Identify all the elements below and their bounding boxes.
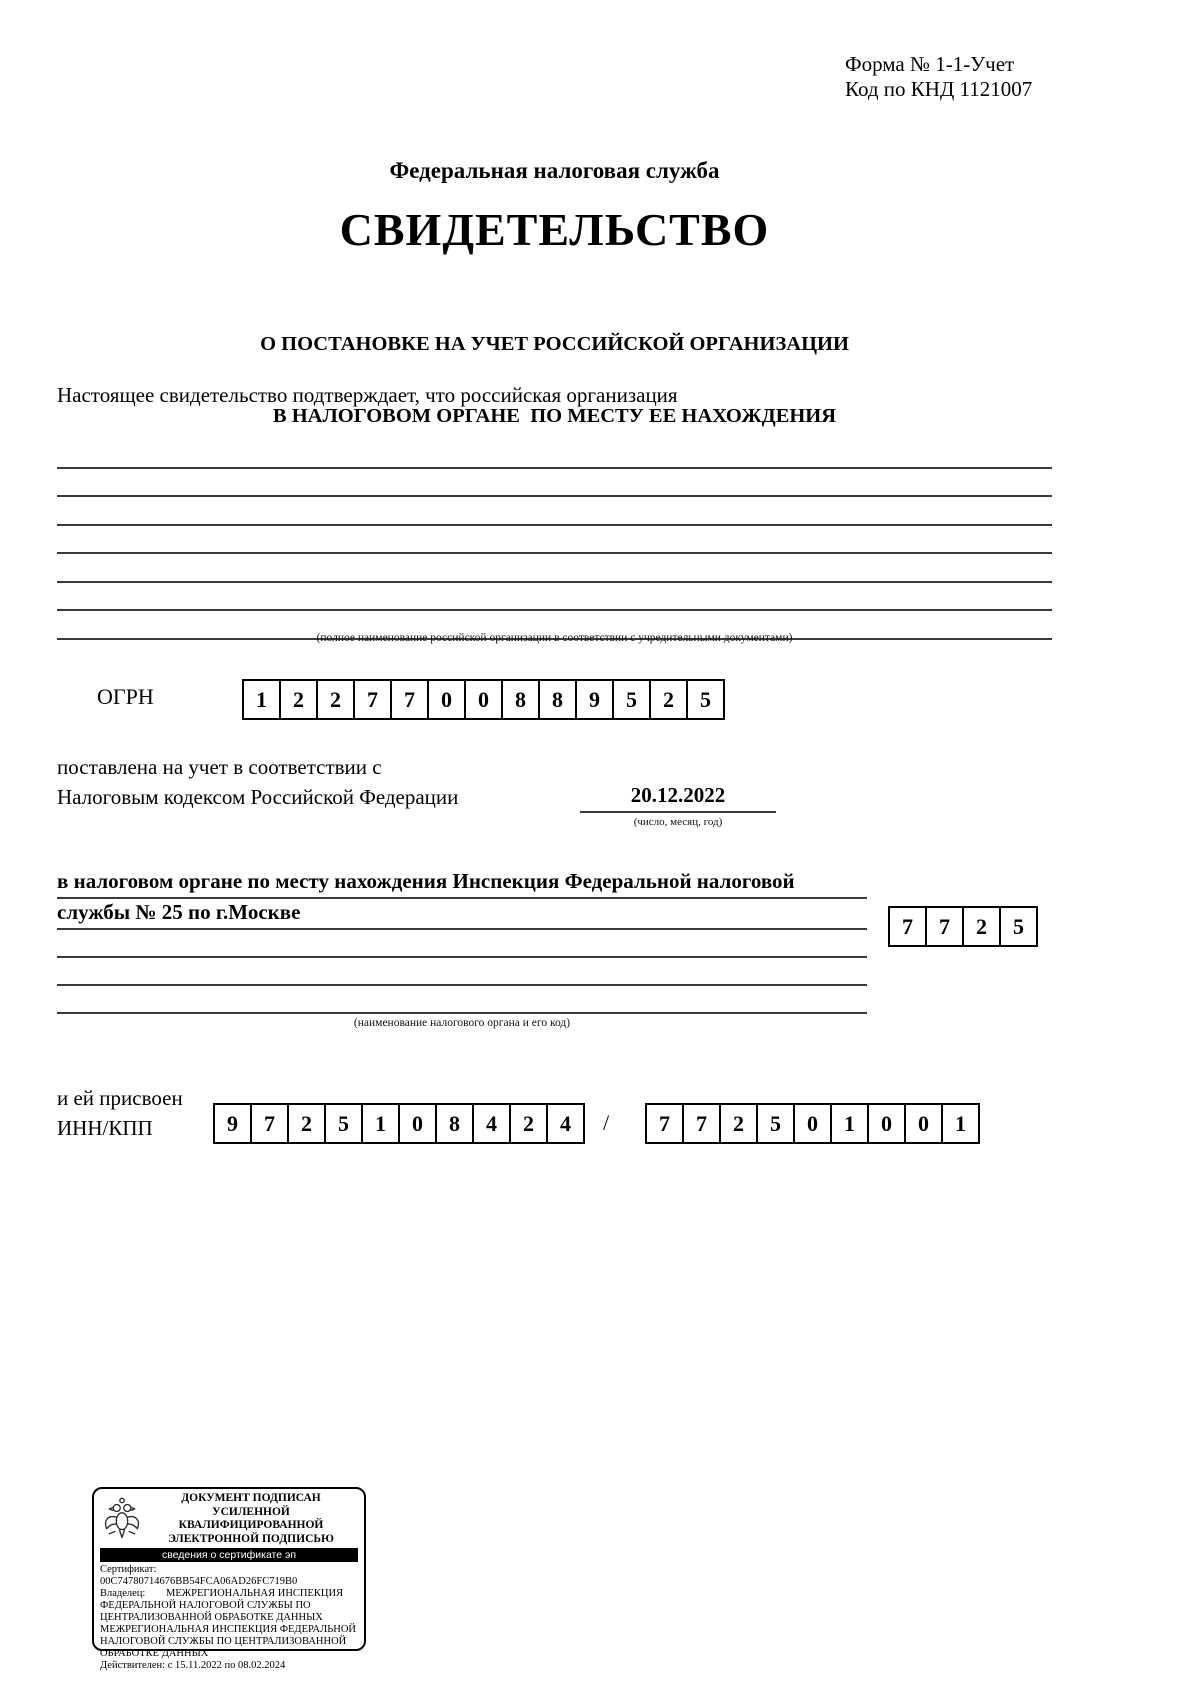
tax-office-line-1: в налоговом органе по месту нахождения Инспекция Федеральной налоговой xyxy=(57,868,867,899)
digit-cell: 1 xyxy=(244,681,281,718)
digit-cell: 5 xyxy=(326,1105,363,1142)
tax-office-code-boxes xyxy=(888,906,1038,947)
subtitle-line-2: В НАЛОГОВОМ ОРГАНЕ ПО МЕСТУ ЕЕ НАХОЖДЕНИЯ xyxy=(272,405,837,427)
digit-cell: 0 xyxy=(400,1105,437,1142)
digit-cell: 7 xyxy=(355,681,392,718)
owner-line: ЦЕНТРАЛИЗОВАННОЙ ОБРАБОТКЕ ДАННЫХ xyxy=(100,1612,323,1623)
digit-cell: 0 xyxy=(869,1105,906,1142)
validity-value: с 15.11.2022 по 08.02.2024 xyxy=(167,1660,286,1671)
digit-cell: 9 xyxy=(215,1105,252,1142)
validity-row xyxy=(100,1660,358,1672)
digit-cell: 2 xyxy=(511,1105,548,1142)
certificate-label: Сертификат: xyxy=(100,1564,157,1575)
stamp-title xyxy=(144,1492,358,1546)
registration-date-block xyxy=(580,782,776,828)
digit-cell: 7 xyxy=(890,908,927,945)
digit-cell: 8 xyxy=(437,1105,474,1142)
digit-cell: 5 xyxy=(758,1105,795,1142)
subtitle-line-1: О ПОСТАНОВКЕ НА УЧЕТ РОССИЙСКОЙ ОРГАНИЗАЦИИ xyxy=(260,333,849,355)
digit-cell: 2 xyxy=(964,908,1001,945)
stamp-header xyxy=(100,1492,358,1546)
tax-office-line-2: службы № 25 по г.Москве xyxy=(57,899,867,930)
inn-kpp-label xyxy=(57,1083,183,1143)
digit-cell: 1 xyxy=(955,1110,966,1136)
stamp-certificate-bar: сведения о сертификате эп xyxy=(100,1548,358,1562)
ogrn-label: ОГРН xyxy=(97,684,154,709)
tax-office-caption: (наименование налогового органа и его код) xyxy=(353,1017,571,1029)
double-headed-eagle-icon xyxy=(100,1496,144,1542)
digit-cell: 4 xyxy=(474,1105,511,1142)
validity-label: Действителен: xyxy=(100,1660,166,1671)
digit-cell: 9 xyxy=(577,681,614,718)
digit-cell: 5 xyxy=(1013,913,1024,939)
blank-line xyxy=(57,930,867,958)
digit-cell: 7 xyxy=(252,1105,289,1142)
owner-value: МЕЖРЕГИОНАЛЬНАЯ ИНСПЕКЦИЯ xyxy=(166,1588,344,1599)
digit-cell: 2 xyxy=(721,1105,758,1142)
digit-cell: 4 xyxy=(560,1110,571,1136)
digital-signature-stamp xyxy=(92,1487,366,1671)
digit-cell: 2 xyxy=(318,681,355,718)
digit-cell: 0 xyxy=(795,1105,832,1142)
knd-code: Код по КНД 1121007 xyxy=(845,77,1033,101)
blank-line xyxy=(57,440,1052,469)
digit-cell: 2 xyxy=(289,1105,326,1142)
inn-digit-boxes xyxy=(213,1103,585,1144)
digit-cell: 7 xyxy=(684,1105,721,1142)
owner-label: Владелец: xyxy=(100,1588,146,1599)
owner-line: ФЕДЕРАЛЬНОЙ НАЛОГОВОЙ СЛУЖБЫ ПО xyxy=(100,1600,311,1611)
digit-cell: 0 xyxy=(466,681,503,718)
stamp-title-line-2: УСИЛЕННОЙ КВАЛИФИЦИРОВАННОЙ xyxy=(178,1505,324,1531)
blank-line xyxy=(57,554,1052,583)
tax-office-field xyxy=(57,868,867,1014)
kpp-digit-boxes xyxy=(645,1103,980,1144)
blank-line xyxy=(57,986,867,1014)
digit-cell: 8 xyxy=(503,681,540,718)
blank-line xyxy=(57,583,1052,612)
registration-statement xyxy=(57,752,458,812)
digit-cell: 0 xyxy=(429,681,466,718)
digit-cell: 5 xyxy=(614,681,651,718)
digit-cell: 7 xyxy=(392,681,429,718)
certificate-row xyxy=(100,1564,358,1588)
certificate-value: 00C74780714676BB54FCA06AD26FC719B0 xyxy=(100,1576,298,1587)
owner-row xyxy=(100,1588,358,1600)
owner-line: НАЛОГОВОЙ СЛУЖБЫ ПО ЦЕНТРАЛИЗОВАННОЙ xyxy=(100,1636,347,1647)
form-meta xyxy=(845,52,1032,102)
owner-line: ОБРАБОТКЕ ДАННЫХ xyxy=(100,1648,209,1659)
digit-cell: 1 xyxy=(832,1105,869,1142)
org-name-caption: (полное наименование российской организации в соответствии с учредительными документами) xyxy=(316,632,793,644)
ogrn-digit-boxes xyxy=(242,679,725,720)
digit-cell: 1 xyxy=(363,1105,400,1142)
document-title: СВИДЕТЕЛЬСТВО xyxy=(339,204,770,255)
owner-line: МЕЖРЕГИОНАЛЬНАЯ ИНСПЕКЦИЯ ФЕДЕРАЛЬНОЙ xyxy=(100,1624,356,1635)
digit-cell: 5 xyxy=(700,686,711,712)
digit-cell: 8 xyxy=(540,681,577,718)
digit-cell: 2 xyxy=(281,681,318,718)
blank-line xyxy=(57,497,1052,526)
assigned-line-2: ИНН/КПП xyxy=(57,1116,153,1140)
registration-date: 20.12.2022 xyxy=(580,782,776,813)
blank-line xyxy=(57,526,1052,555)
stamp-title-line-3: ЭЛЕКТРОННОЙ ПОДПИСЬЮ xyxy=(168,1532,334,1545)
digit-cell: 7 xyxy=(927,908,964,945)
stamp-title-line-1: ДОКУМЕНТ ПОДПИСАН xyxy=(181,1492,321,1504)
inn-kpp-separator: / xyxy=(603,1110,610,1135)
date-caption: (число, месяц, год) xyxy=(633,816,723,828)
digit-cell: 7 xyxy=(647,1105,684,1142)
intro-text: Настоящее свидетельство подтверждает, что российская организация xyxy=(57,383,678,407)
org-name-blank-field xyxy=(57,440,1052,640)
blank-line xyxy=(57,469,1052,498)
registration-line-2: Налоговым кодексом Российской Федерации xyxy=(57,785,459,809)
agency-name: Федеральная налоговая служба xyxy=(389,158,720,183)
digit-cell: 0 xyxy=(906,1105,943,1142)
stamp-details xyxy=(100,1564,358,1672)
assigned-line-1: и ей присвоен xyxy=(57,1086,183,1110)
blank-line xyxy=(57,958,867,986)
form-number: Форма № 1-1-Учет xyxy=(845,52,1015,76)
digit-cell: 2 xyxy=(651,681,688,718)
registration-line-1: поставлена на учет в соответствии с xyxy=(57,755,382,779)
